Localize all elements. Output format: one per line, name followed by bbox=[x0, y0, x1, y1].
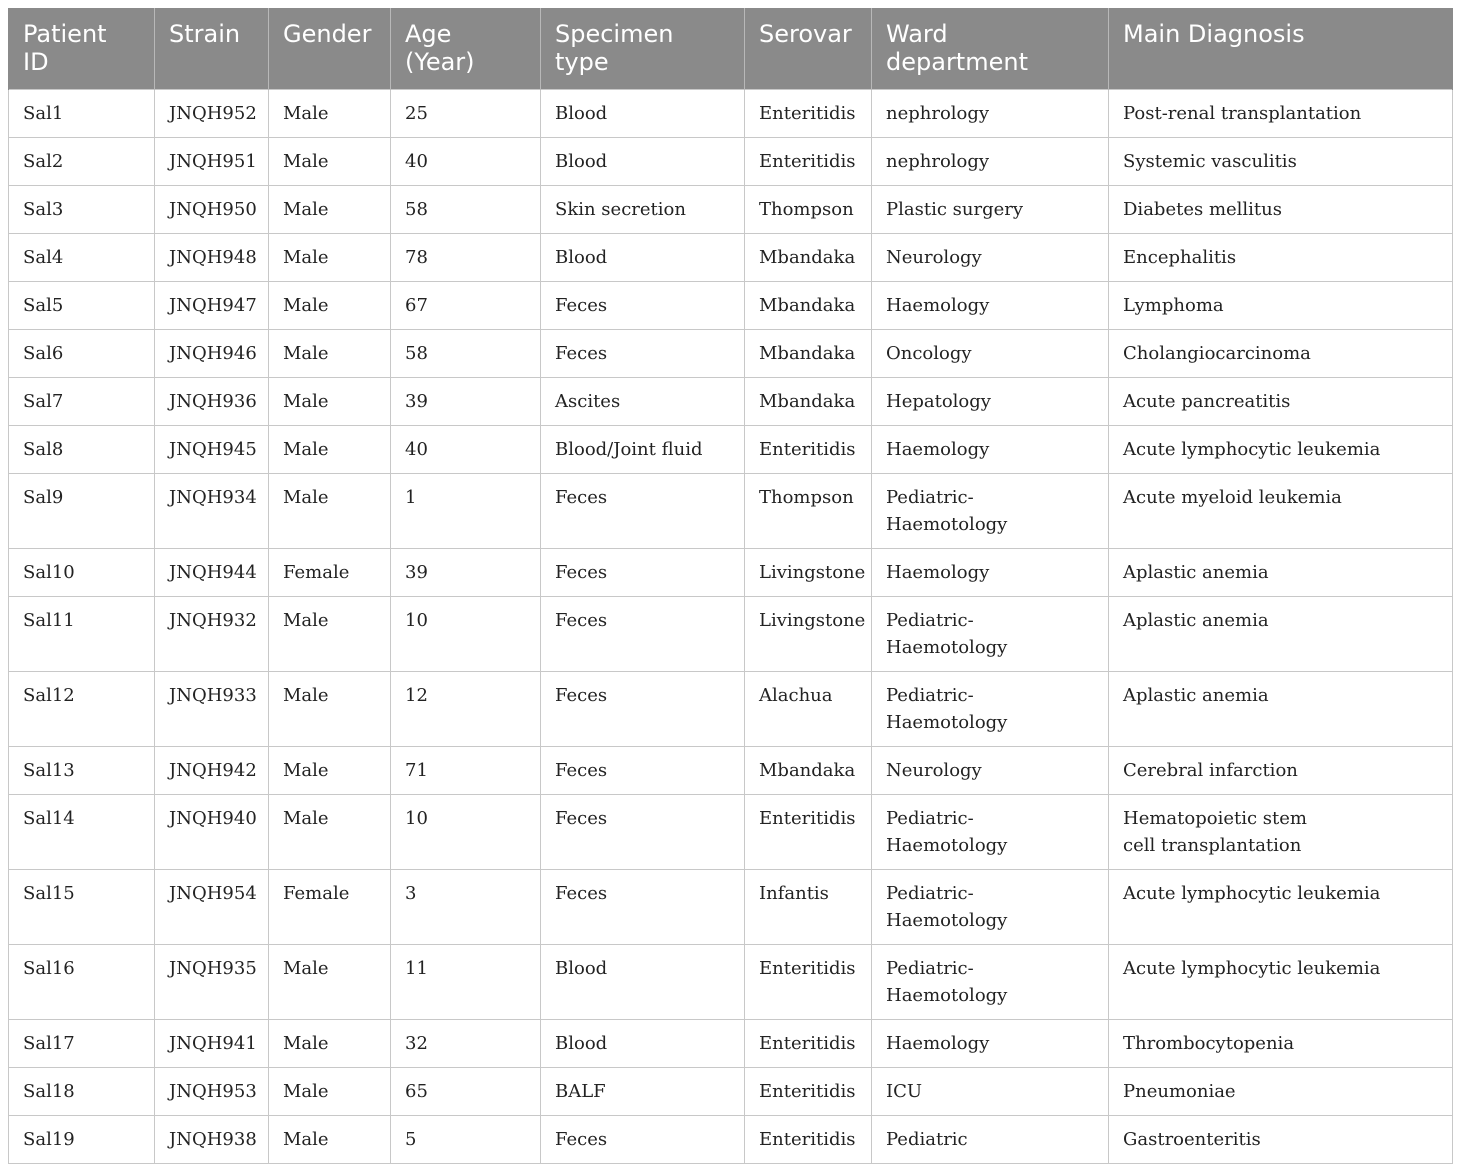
table-row bbox=[9, 1116, 1453, 1164]
patient-id-cell: Sal13 bbox=[9, 747, 155, 795]
specimen-type-cell: Blood bbox=[541, 1020, 745, 1068]
header-row bbox=[9, 9, 1453, 90]
gender-cell: Male bbox=[269, 426, 391, 474]
main-diagnosis-cell: Thrombocytopenia bbox=[1109, 1020, 1453, 1068]
table-row bbox=[9, 282, 1453, 330]
patient-table-container bbox=[8, 8, 1452, 1164]
strain-cell: JNQH954 bbox=[155, 870, 269, 945]
ward-department-cell: Pediatric-Haemotology bbox=[872, 795, 1109, 870]
specimen-type-cell: Blood bbox=[541, 138, 745, 186]
strain-cell: JNQH938 bbox=[155, 1116, 269, 1164]
ward-department-cell: Oncology bbox=[872, 330, 1109, 378]
table-row bbox=[9, 1020, 1453, 1068]
strain-cell: JNQH944 bbox=[155, 549, 269, 597]
gender-cell: Male bbox=[269, 186, 391, 234]
patient-id-cell: Sal16 bbox=[9, 945, 155, 1020]
gender-cell: Male bbox=[269, 138, 391, 186]
ward-department-cell: nephrology bbox=[872, 90, 1109, 138]
serovar-cell: Mbandaka bbox=[745, 747, 872, 795]
strain-cell: JNQH933 bbox=[155, 672, 269, 747]
patient-id-cell: Sal3 bbox=[9, 186, 155, 234]
table-row bbox=[9, 330, 1453, 378]
age-cell: 10 bbox=[391, 795, 541, 870]
patient-id-cell: Sal6 bbox=[9, 330, 155, 378]
strain-cell: JNQH953 bbox=[155, 1068, 269, 1116]
age-cell: 1 bbox=[391, 474, 541, 549]
patient-table bbox=[8, 8, 1453, 1164]
specimen-type-cell: Feces bbox=[541, 747, 745, 795]
strain-cell: JNQH932 bbox=[155, 597, 269, 672]
age-cell: 12 bbox=[391, 672, 541, 747]
serovar-cell: Livingstone bbox=[745, 597, 872, 672]
serovar-cell: Enteritidis bbox=[745, 138, 872, 186]
specimen-type-cell: Feces bbox=[541, 1116, 745, 1164]
strain-cell: JNQH942 bbox=[155, 747, 269, 795]
strain-cell: JNQH946 bbox=[155, 330, 269, 378]
header-strain: Strain bbox=[155, 9, 269, 90]
age-cell: 5 bbox=[391, 1116, 541, 1164]
gender-cell: Male bbox=[269, 330, 391, 378]
table-row bbox=[9, 234, 1453, 282]
main-diagnosis-cell: Acute pancreatitis bbox=[1109, 378, 1453, 426]
specimen-type-cell: Blood bbox=[541, 945, 745, 1020]
gender-cell: Male bbox=[269, 234, 391, 282]
table-row bbox=[9, 870, 1453, 945]
gender-cell: Male bbox=[269, 1020, 391, 1068]
main-diagnosis-cell: Diabetes mellitus bbox=[1109, 186, 1453, 234]
table-row bbox=[9, 672, 1453, 747]
strain-cell: JNQH945 bbox=[155, 426, 269, 474]
age-cell: 65 bbox=[391, 1068, 541, 1116]
main-diagnosis-cell: Acute lymphocytic leukemia bbox=[1109, 870, 1453, 945]
header-serovar: Serovar bbox=[745, 9, 872, 90]
age-cell: 40 bbox=[391, 138, 541, 186]
ward-department-cell: Neurology bbox=[872, 747, 1109, 795]
main-diagnosis-cell: Encephalitis bbox=[1109, 234, 1453, 282]
strain-cell: JNQH950 bbox=[155, 186, 269, 234]
gender-cell: Male bbox=[269, 945, 391, 1020]
strain-cell: JNQH948 bbox=[155, 234, 269, 282]
specimen-type-cell: Blood/Joint fluid bbox=[541, 426, 745, 474]
main-diagnosis-cell: Post-renal transplantation bbox=[1109, 90, 1453, 138]
age-cell: 39 bbox=[391, 378, 541, 426]
patient-id-cell: Sal12 bbox=[9, 672, 155, 747]
gender-cell: Male bbox=[269, 795, 391, 870]
main-diagnosis-cell: Acute lymphocytic leukemia bbox=[1109, 945, 1453, 1020]
gender-cell: Male bbox=[269, 747, 391, 795]
main-diagnosis-cell: Gastroenteritis bbox=[1109, 1116, 1453, 1164]
table-row bbox=[9, 426, 1453, 474]
main-diagnosis-cell: Aplastic anemia bbox=[1109, 597, 1453, 672]
serovar-cell: Infantis bbox=[745, 870, 872, 945]
specimen-type-cell: Feces bbox=[541, 672, 745, 747]
age-cell: 25 bbox=[391, 90, 541, 138]
serovar-cell: Enteritidis bbox=[745, 945, 872, 1020]
table-header bbox=[9, 9, 1453, 90]
header-age: Age (Year) bbox=[391, 9, 541, 90]
specimen-type-cell: Blood bbox=[541, 90, 745, 138]
gender-cell: Male bbox=[269, 474, 391, 549]
specimen-type-cell: Ascites bbox=[541, 378, 745, 426]
specimen-type-cell: Feces bbox=[541, 795, 745, 870]
table-row bbox=[9, 549, 1453, 597]
serovar-cell: Thompson bbox=[745, 186, 872, 234]
specimen-type-cell: Feces bbox=[541, 870, 745, 945]
serovar-cell: Enteritidis bbox=[745, 795, 872, 870]
age-cell: 3 bbox=[391, 870, 541, 945]
main-diagnosis-cell: Acute myeloid leukemia bbox=[1109, 474, 1453, 549]
specimen-type-cell: Blood bbox=[541, 234, 745, 282]
strain-cell: JNQH934 bbox=[155, 474, 269, 549]
strain-cell: JNQH947 bbox=[155, 282, 269, 330]
patient-id-cell: Sal7 bbox=[9, 378, 155, 426]
ward-department-cell: Pediatric-Haemotology bbox=[872, 870, 1109, 945]
serovar-cell: Mbandaka bbox=[745, 330, 872, 378]
table-row bbox=[9, 1068, 1453, 1116]
gender-cell: Male bbox=[269, 378, 391, 426]
main-diagnosis-cell: Cholangiocarcinoma bbox=[1109, 330, 1453, 378]
table-row bbox=[9, 186, 1453, 234]
serovar-cell: Enteritidis bbox=[745, 90, 872, 138]
patient-id-cell: Sal8 bbox=[9, 426, 155, 474]
ward-department-cell: nephrology bbox=[872, 138, 1109, 186]
table-row bbox=[9, 138, 1453, 186]
main-diagnosis-cell: Pneumoniae bbox=[1109, 1068, 1453, 1116]
ward-department-cell: Pediatric-Haemotology bbox=[872, 597, 1109, 672]
gender-cell: Male bbox=[269, 672, 391, 747]
specimen-type-cell: Feces bbox=[541, 330, 745, 378]
patient-id-cell: Sal15 bbox=[9, 870, 155, 945]
patient-id-cell: Sal1 bbox=[9, 90, 155, 138]
header-ward-department: Ward department bbox=[872, 9, 1109, 90]
patient-id-cell: Sal17 bbox=[9, 1020, 155, 1068]
gender-cell: Male bbox=[269, 1116, 391, 1164]
patient-id-cell: Sal11 bbox=[9, 597, 155, 672]
ward-department-cell: Pediatric-Haemotology bbox=[872, 945, 1109, 1020]
patient-id-cell: Sal18 bbox=[9, 1068, 155, 1116]
gender-cell: Male bbox=[269, 90, 391, 138]
main-diagnosis-cell: Acute lymphocytic leukemia bbox=[1109, 426, 1453, 474]
table-body bbox=[9, 90, 1453, 1164]
age-cell: 32 bbox=[391, 1020, 541, 1068]
specimen-type-cell: Feces bbox=[541, 597, 745, 672]
strain-cell: JNQH936 bbox=[155, 378, 269, 426]
serovar-cell: Thompson bbox=[745, 474, 872, 549]
strain-cell: JNQH952 bbox=[155, 90, 269, 138]
table-row bbox=[9, 795, 1453, 870]
age-cell: 71 bbox=[391, 747, 541, 795]
serovar-cell: Livingstone bbox=[745, 549, 872, 597]
ward-department-cell: Neurology bbox=[872, 234, 1109, 282]
ward-department-cell: Haemology bbox=[872, 282, 1109, 330]
patient-id-cell: Sal4 bbox=[9, 234, 155, 282]
specimen-type-cell: Feces bbox=[541, 549, 745, 597]
gender-cell: Male bbox=[269, 597, 391, 672]
serovar-cell: Mbandaka bbox=[745, 378, 872, 426]
ward-department-cell: Haemology bbox=[872, 426, 1109, 474]
ward-department-cell: Pediatric-Haemotology bbox=[872, 672, 1109, 747]
patient-id-cell: Sal19 bbox=[9, 1116, 155, 1164]
ward-department-cell: Plastic surgery bbox=[872, 186, 1109, 234]
main-diagnosis-cell: Hematopoietic stem cell transplantation bbox=[1109, 795, 1453, 870]
serovar-cell: Enteritidis bbox=[745, 426, 872, 474]
header-gender: Gender bbox=[269, 9, 391, 90]
gender-cell: Male bbox=[269, 1068, 391, 1116]
strain-cell: JNQH935 bbox=[155, 945, 269, 1020]
serovar-cell: Mbandaka bbox=[745, 282, 872, 330]
ward-department-cell: Haemology bbox=[872, 1020, 1109, 1068]
gender-cell: Female bbox=[269, 549, 391, 597]
ward-department-cell: Haemology bbox=[872, 549, 1109, 597]
main-diagnosis-cell: Aplastic anemia bbox=[1109, 549, 1453, 597]
patient-id-cell: Sal5 bbox=[9, 282, 155, 330]
serovar-cell: Enteritidis bbox=[745, 1020, 872, 1068]
main-diagnosis-cell: Lymphoma bbox=[1109, 282, 1453, 330]
ward-department-cell: Pediatric bbox=[872, 1116, 1109, 1164]
ward-department-cell: Pediatric-Haemotology bbox=[872, 474, 1109, 549]
table-row bbox=[9, 474, 1453, 549]
patient-id-cell: Sal10 bbox=[9, 549, 155, 597]
age-cell: 10 bbox=[391, 597, 541, 672]
table-row bbox=[9, 945, 1453, 1020]
serovar-cell: Mbandaka bbox=[745, 234, 872, 282]
serovar-cell: Alachua bbox=[745, 672, 872, 747]
strain-cell: JNQH951 bbox=[155, 138, 269, 186]
table-row bbox=[9, 90, 1453, 138]
header-main-diagnosis: Main Diagnosis bbox=[1109, 9, 1453, 90]
main-diagnosis-cell: Cerebral infarction bbox=[1109, 747, 1453, 795]
patient-id-cell: Sal9 bbox=[9, 474, 155, 549]
specimen-type-cell: BALF bbox=[541, 1068, 745, 1116]
specimen-type-cell: Feces bbox=[541, 282, 745, 330]
age-cell: 11 bbox=[391, 945, 541, 1020]
age-cell: 67 bbox=[391, 282, 541, 330]
table-row bbox=[9, 378, 1453, 426]
header-specimen-type: Specimen type bbox=[541, 9, 745, 90]
age-cell: 58 bbox=[391, 186, 541, 234]
serovar-cell: Enteritidis bbox=[745, 1068, 872, 1116]
age-cell: 78 bbox=[391, 234, 541, 282]
age-cell: 40 bbox=[391, 426, 541, 474]
table-row bbox=[9, 597, 1453, 672]
main-diagnosis-cell: Aplastic anemia bbox=[1109, 672, 1453, 747]
serovar-cell: Enteritidis bbox=[745, 1116, 872, 1164]
age-cell: 39 bbox=[391, 549, 541, 597]
specimen-type-cell: Skin secretion bbox=[541, 186, 745, 234]
strain-cell: JNQH940 bbox=[155, 795, 269, 870]
specimen-type-cell: Feces bbox=[541, 474, 745, 549]
ward-department-cell: ICU bbox=[872, 1068, 1109, 1116]
header-patient-id: Patient ID bbox=[9, 9, 155, 90]
ward-department-cell: Hepatology bbox=[872, 378, 1109, 426]
patient-id-cell: Sal14 bbox=[9, 795, 155, 870]
gender-cell: Male bbox=[269, 282, 391, 330]
strain-cell: JNQH941 bbox=[155, 1020, 269, 1068]
gender-cell: Female bbox=[269, 870, 391, 945]
table-row bbox=[9, 747, 1453, 795]
patient-id-cell: Sal2 bbox=[9, 138, 155, 186]
age-cell: 58 bbox=[391, 330, 541, 378]
main-diagnosis-cell: Systemic vasculitis bbox=[1109, 138, 1453, 186]
